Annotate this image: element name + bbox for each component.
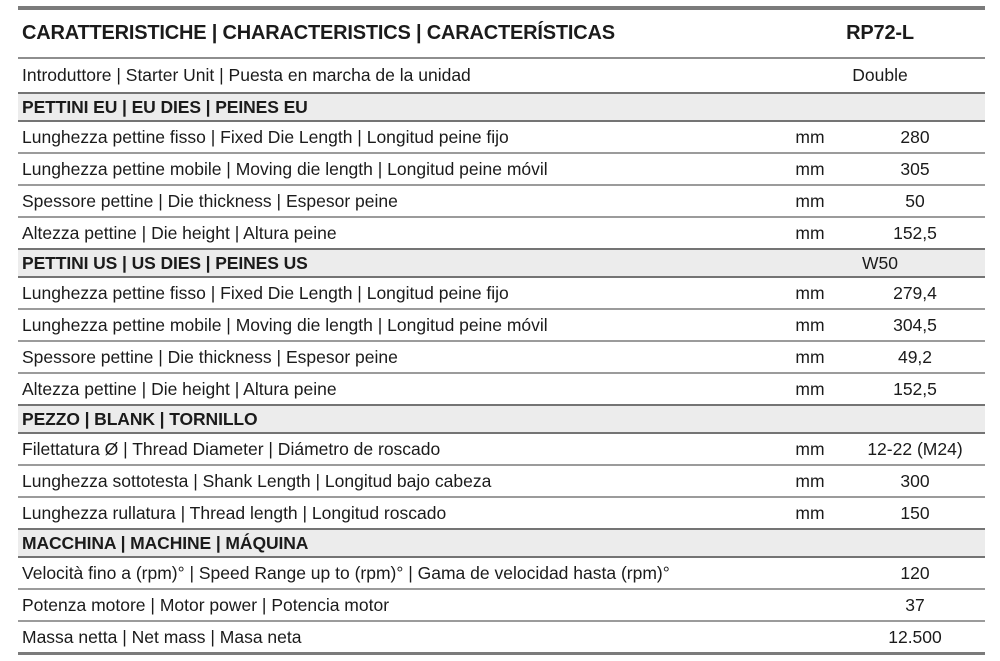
row-label: Velocità fino a (rpm)° | Speed Range up to (rpm)° | Gama de velocidad hasta (rpm)° <box>22 562 670 583</box>
row-label: Altezza pettine | Die height | Altura peine <box>22 222 337 243</box>
row-unit: mm <box>795 158 825 179</box>
section-rows <box>18 558 985 652</box>
row-unit: mm <box>795 282 825 303</box>
row-value: 304,5 <box>893 314 937 335</box>
section-header <box>18 92 985 122</box>
row-value: 152,5 <box>893 222 937 243</box>
row-value: 150 <box>900 502 930 523</box>
table-row <box>18 372 985 404</box>
row-label: Filettatura Ø | Thread Diameter | Diámetro de roscado <box>22 438 441 459</box>
spec-sheet <box>18 6 985 655</box>
row-unit: mm <box>795 222 825 243</box>
row-value: 279,4 <box>893 282 937 303</box>
section-rows <box>18 434 985 528</box>
row-label: Massa netta | Net mass | Masa neta <box>22 626 302 647</box>
section-title: PETTINI US | US DIES | PEINES US <box>22 252 308 273</box>
row-label: Spessore pettine | Die thickness | Espesor peine <box>22 190 398 211</box>
table-row <box>18 620 985 652</box>
row-unit: mm <box>795 190 825 211</box>
section <box>18 528 985 652</box>
row-label: Spessore pettine | Die thickness | Espesor peine <box>22 346 398 367</box>
table-row <box>18 184 985 216</box>
row-value: Double <box>852 65 908 85</box>
section-value: W50 <box>862 252 898 273</box>
section-header <box>18 404 985 434</box>
table-row <box>18 464 985 496</box>
row-label: Lunghezza pettine fisso | Fixed Die Length | Longitud peine fijo <box>22 282 509 303</box>
row-value: 280 <box>900 126 930 147</box>
row-unit: mm <box>795 346 825 367</box>
starter-unit-row <box>18 59 985 92</box>
row-label: Lunghezza pettine mobile | Moving die length | Longitud peine móvil <box>22 314 548 335</box>
row-label: Lunghezza pettine fisso | Fixed Die Length | Longitud peine fijo <box>22 126 509 147</box>
table-row <box>18 340 985 372</box>
row-value: 37 <box>905 594 925 615</box>
row-value: 50 <box>905 190 925 211</box>
table-row <box>18 308 985 340</box>
row-unit: mm <box>795 314 825 335</box>
section-rows <box>18 122 985 248</box>
table-title-row <box>18 10 985 59</box>
table-row <box>18 278 985 308</box>
table-body <box>18 92 985 652</box>
row-value: 300 <box>900 470 930 491</box>
section-title: PETTINI EU | EU DIES | PEINES EU <box>22 96 308 117</box>
row-value: 12-22 (M24) <box>867 438 963 459</box>
row-label: Potenza motore | Motor power | Potencia motor <box>22 594 390 615</box>
table-row <box>18 434 985 464</box>
section-rows <box>18 278 985 404</box>
section <box>18 248 985 404</box>
table-row <box>18 588 985 620</box>
table-row <box>18 152 985 184</box>
section-title: MACCHINA | MACHINE | MÁQUINA <box>22 532 309 553</box>
row-value: 120 <box>900 562 930 583</box>
row-value: 12.500 <box>888 626 942 647</box>
bottom-rule <box>18 652 985 655</box>
row-label: Lunghezza pettine mobile | Moving die length | Longitud peine móvil <box>22 158 548 179</box>
row-unit: mm <box>795 502 825 523</box>
row-unit: mm <box>795 126 825 147</box>
row-value: 305 <box>900 158 930 179</box>
section-title: PEZZO | BLANK | TORNILLO <box>22 408 258 429</box>
section <box>18 404 985 528</box>
page-title: CARATTERISTICHE | CHARACTERISTICS | CARACTERÍSTICAS <box>22 22 615 44</box>
row-unit: mm <box>795 378 825 399</box>
row-label: Lunghezza sottotesta | Shank Length | Longitud bajo cabeza <box>22 470 492 491</box>
table-row <box>18 122 985 152</box>
row-unit: mm <box>795 438 825 459</box>
row-label: Altezza pettine | Die height | Altura peine <box>22 378 337 399</box>
row-value: 49,2 <box>897 346 933 367</box>
table-row <box>18 496 985 528</box>
row-label: Lunghezza rullatura | Thread length | Longitud roscado <box>22 502 447 523</box>
table-row <box>18 558 985 588</box>
section-header <box>18 248 985 278</box>
model-code: RP72-L <box>846 22 914 44</box>
row-unit: mm <box>795 470 825 491</box>
section <box>18 92 985 248</box>
row-label: Introduttore | Starter Unit | Puesta en marcha de la unidad <box>22 65 471 85</box>
table-row <box>18 216 985 248</box>
section-header <box>18 528 985 558</box>
row-value: 152,5 <box>893 378 937 399</box>
